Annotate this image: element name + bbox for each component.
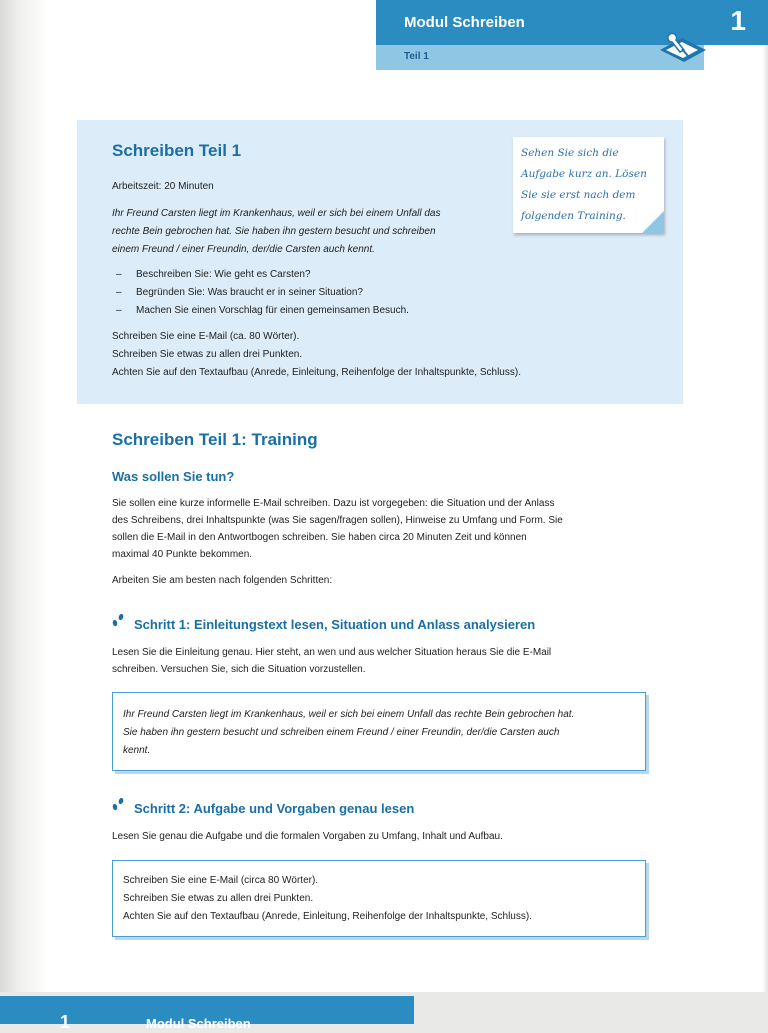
task-instruction: Schreiben Sie etwas zu allen drei Punkten.	[112, 349, 303, 360]
task-bullet-list	[116, 266, 409, 320]
task-instruction: Achten Sie auf den Textaufbau (Anrede, Einleitung, Reihenfolge der Inhaltspunkte, Schluss).	[112, 367, 521, 378]
list-item: – Beschreiben Sie: Wie geht es Carsten?	[116, 269, 311, 280]
module-header	[376, 0, 768, 45]
training-question: Was sollen Sie tun?	[112, 469, 235, 484]
module-number: 1	[730, 5, 746, 36]
book-spine-shadow	[0, 0, 48, 992]
task-intro-line: Ihr Freund Carsten liegt im Krankenhaus, weil er sich bei einem Unfall das	[112, 208, 441, 219]
task-intro-line: einem Freund / einer Freundin, der/die Carsten auch kennt.	[112, 244, 375, 255]
step-1-text: Lesen Sie die Einleitung genau. Hier steht, an wen und aus welcher Situation heraus Sie die E-Mail schreiben. Versuchen Sie, sich die Situation vorzustellen.	[112, 647, 552, 675]
writing-hand-icon	[656, 28, 708, 72]
step-1-heading: Schritt 1: Einleitungstext lesen, Situation und Anlass analysieren	[134, 617, 536, 632]
training-paragraph: Sie sollen eine kurze informelle E-Mail schreiben. Dazu ist vorgegeben: die Situation und der Anlass des Schreibens, drei Inhaltspunkte (was Sie sagen/fragen sollen), Hinweise zu Umfang und Form. Sie sollen die E-Mail in den Antwortbogen schreiben. Sie haben circa 20 Minuten Zeit und können maximal 40 Punkte bekommen.	[112, 498, 563, 560]
part-label: Teil 1	[404, 51, 429, 62]
training-title: Schreiben Teil 1: Training	[112, 430, 318, 449]
page-edge	[762, 0, 768, 992]
step-1-example-box: Ihr Freund Carsten liegt im Krankenhaus, weil er sich bei einem Unfall das rechte Bein gebrochen hat. Sie haben ihn gestern besucht und schreiben einem Freund / einer Freundin, der/die Carsten auch kennt.	[112, 692, 646, 771]
sticky-note	[513, 137, 664, 233]
part-subheader	[376, 45, 704, 70]
footsteps-icon	[110, 612, 126, 628]
list-item: – Begründen Sie: Was braucht er in seiner Situation?	[116, 287, 363, 298]
list-item: – Machen Sie einen Vorschlag für einen gemeinsamen Besuch.	[116, 305, 409, 316]
next-page-number: 1	[60, 1012, 71, 1032]
module-title: Modul Schreiben	[404, 14, 525, 31]
note-corner-fold	[642, 211, 664, 233]
task-title: Schreiben Teil 1	[112, 141, 242, 160]
sticky-note-text: Sehen Sie sich die Aufgabe kurz an. Lösen Sie sie erst nach dem folgenden Training.	[521, 147, 647, 222]
task-intro-line: rechte Bein gebrochen hat. Sie haben ihn gestern besucht und schreiben	[112, 226, 436, 237]
step-2-text: Lesen Sie genau die Aufgabe und die formalen Vorgaben zu Umfang, Inhalt und Aufbau.	[112, 831, 503, 842]
step-2-example-box: Schreiben Sie eine E-Mail (circa 80 Wörter). Schreiben Sie etwas zu allen drei Punkten. Achten Sie auf den Textaufbau (Anrede, Einleitung, Reihenfolge der Inhaltspunkte, Schluss).	[112, 860, 646, 937]
step-2-heading: Schritt 2: Aufgabe und Vorgaben genau lesen	[134, 801, 415, 816]
steps-intro: Arbeiten Sie am besten nach folgenden Schritten:	[112, 575, 333, 586]
task-instruction: Schreiben Sie eine E-Mail (ca. 80 Wörter).	[112, 331, 300, 342]
footsteps-icon	[110, 796, 126, 812]
working-time: Arbeitszeit: 20 Minuten	[112, 181, 214, 192]
next-page-header	[0, 996, 414, 1032]
next-page-title: Modul Schreiben	[146, 1016, 251, 1031]
